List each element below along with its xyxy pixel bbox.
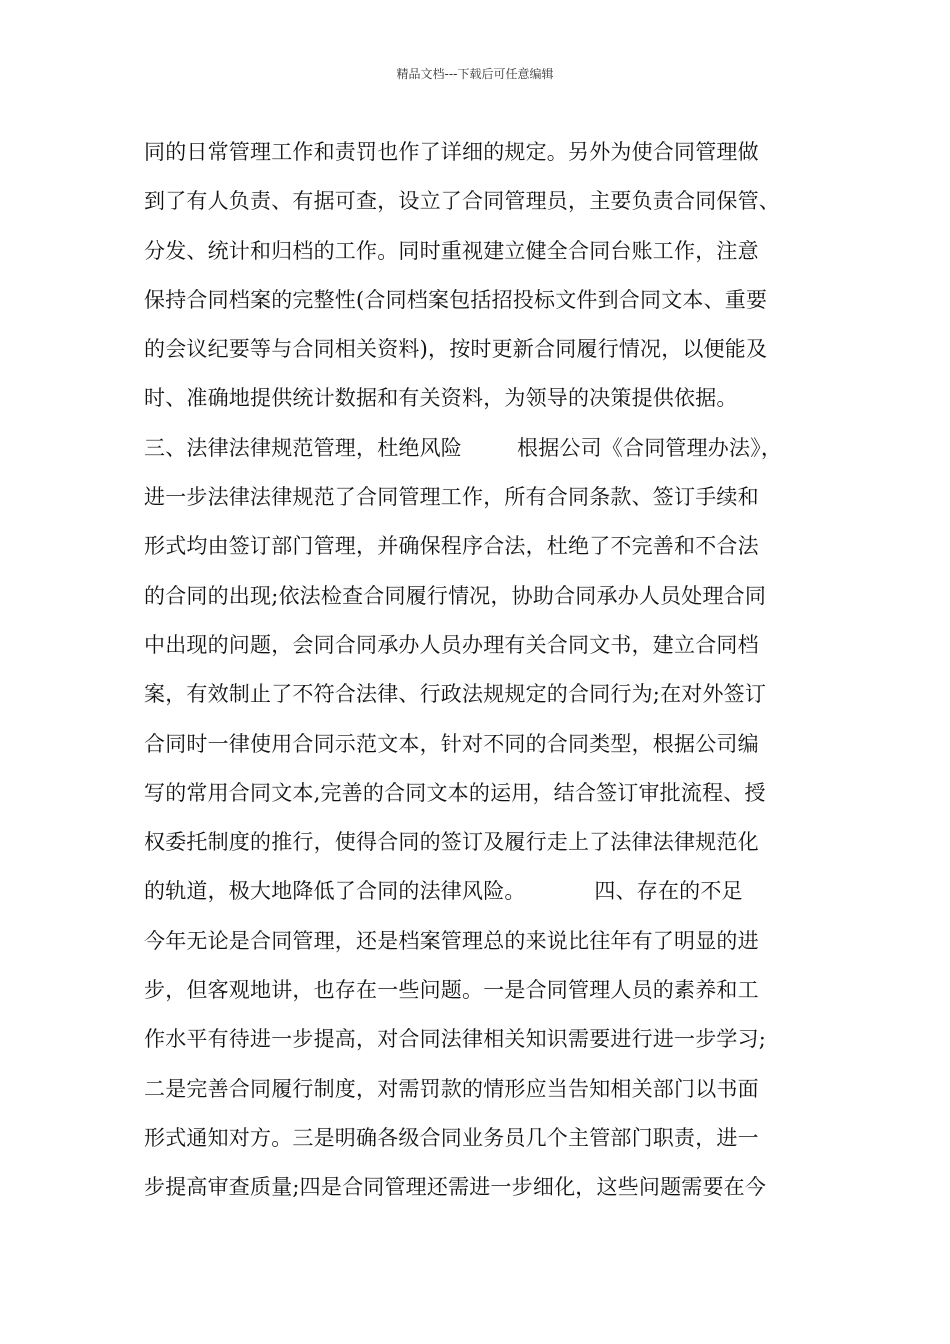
text-line: 的会议纪要等与合同相关资料)，按时更新合同履行情况，以便能及 (144, 337, 768, 362)
text-line: 步提高审查质量;四是合同管理还需进一步细化，这些问题需要在今 (144, 1175, 767, 1200)
text-line: 作水平有待进一步提高，对合同法律相关知识需要进行进一步学习; (144, 1027, 767, 1052)
document-body (144, 128, 824, 1213)
text-line: 写的常用合同文本,完善的合同文本的运用，结合签订审批流程、授 (144, 780, 766, 805)
text-line: 的轨道，极大地降低了合同的法律风险。 四、存在的不足 (144, 879, 743, 904)
text-line: 分发、统计和归档的工作。同时重视建立健全合同台账工作，注意 (144, 238, 759, 263)
text-line: 二是完善合同履行制度，对需罚款的情形应当告知相关部门以书面 (144, 1076, 759, 1101)
text-line: 合同时一律使用合同示范文本，针对不同的合同类型，根据公司编 (144, 731, 759, 756)
text-line: 今年无论是合同管理，还是档案管理总的来说比往年有了明显的进 (144, 928, 759, 953)
text-line: 的合同的出现;依法检查合同履行情况，协助合同承办人员处理合同 (144, 583, 767, 608)
text-line: 同的日常管理工作和责罚也作了详细的规定。另外为使合同管理做 (144, 140, 759, 164)
text-line: 到了有人负责、有据可查，设立了合同管理员，主要负责合同保管、 (144, 189, 780, 214)
text-line: 权委托制度的推行，使得合同的签订及履行走上了法律法律规范化 (144, 830, 759, 855)
text-line: 中出现的问题，会同合同承办人员办理有关合同文书，建立合同档 (144, 632, 759, 657)
text-line: 时、准确地提供统计数据和有关资料，为领导的决策提供依据。 (144, 386, 738, 411)
text-line: 形式通知对方。三是明确各级合同业务员几个主管部门职责，进一 (144, 1125, 759, 1150)
text-line: 三、法律法律规范管理，杜绝风险 根据公司《合同管理办法》， (144, 435, 783, 460)
text-line: 步，但客观地讲，也存在一些问题。一是合同管理人员的素养和工 (144, 978, 759, 1003)
text-line: 案，有效制止了不符合法律、行政法规规定的合同行为;在对外签订 (144, 682, 767, 707)
text-line: 形式均由签订部门管理，并确保程序合法，杜绝了不完善和不合法 (144, 534, 759, 559)
text-line: 保持合同档案的完整性(合同档案包括招投标文件到合同文本、重要 (144, 287, 768, 312)
text-line: 进一步法律法律规范了合同管理工作，所有合同条款、签订手续和 (144, 485, 759, 510)
page-header: 精品文档---下载后可任意编辑 (396, 67, 554, 81)
